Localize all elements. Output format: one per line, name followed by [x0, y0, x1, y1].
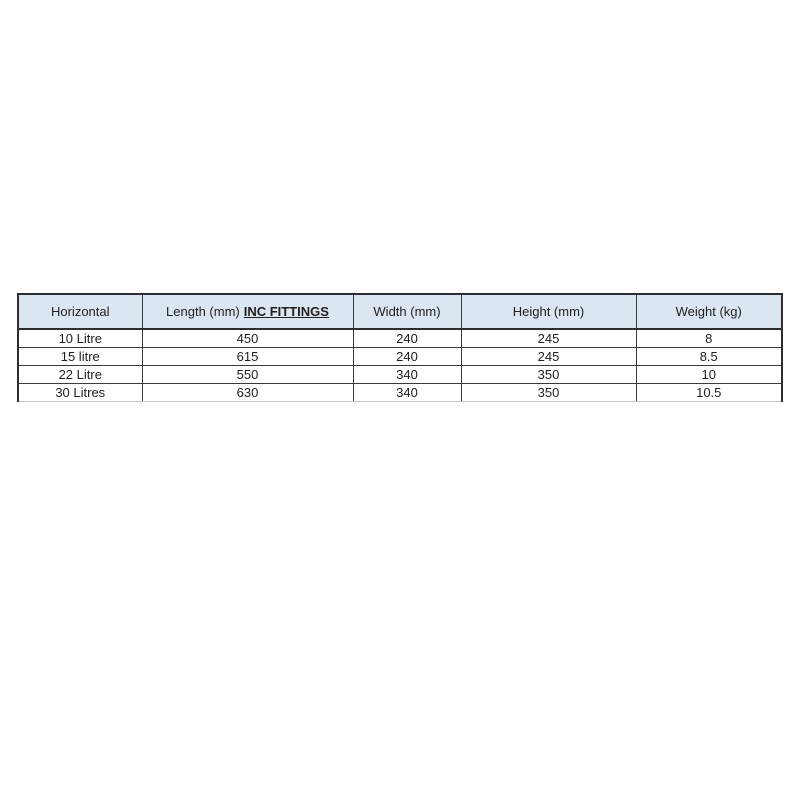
cell-height: 350 [461, 366, 636, 384]
table-row [18, 384, 782, 402]
cell-height: 350 [461, 384, 636, 402]
header-emphasis-inc-fittings: INC FITTINGS [243, 304, 329, 319]
cell-length: 615 [142, 348, 353, 366]
cell-length: 630 [142, 384, 353, 402]
cell-weight: 8 [636, 329, 782, 348]
table-row [18, 366, 782, 384]
cell-width: 240 [353, 348, 461, 366]
cell-weight: 10.5 [636, 384, 782, 402]
header-cell-height: Height (mm) [461, 294, 636, 329]
spec-table [17, 293, 783, 402]
cell-weight: 8.5 [636, 348, 782, 366]
header-cell-weight: Weight (kg) [636, 294, 782, 329]
table-row [18, 348, 782, 366]
cell-width: 340 [353, 384, 461, 402]
header-row [18, 294, 782, 329]
header-cell-width: Width (mm) [353, 294, 461, 329]
cell-height: 245 [461, 348, 636, 366]
cell-height: 245 [461, 329, 636, 348]
cell-length: 550 [142, 366, 353, 384]
cell-width: 240 [353, 329, 461, 348]
cell-size-label: 22 Litre [18, 366, 142, 384]
cell-size-label: 15 litre [18, 348, 142, 366]
header-cell-horizontal: Horizontal [18, 294, 142, 329]
header-cell-length [142, 294, 353, 329]
cell-size-label: 30 Litres [18, 384, 142, 402]
cell-width: 340 [353, 366, 461, 384]
header-label-length: Length (mm) [166, 304, 240, 319]
cell-size-label: 10 Litre [18, 329, 142, 348]
cell-weight: 10 [636, 366, 782, 384]
table-row [18, 329, 782, 348]
cell-length: 450 [142, 329, 353, 348]
